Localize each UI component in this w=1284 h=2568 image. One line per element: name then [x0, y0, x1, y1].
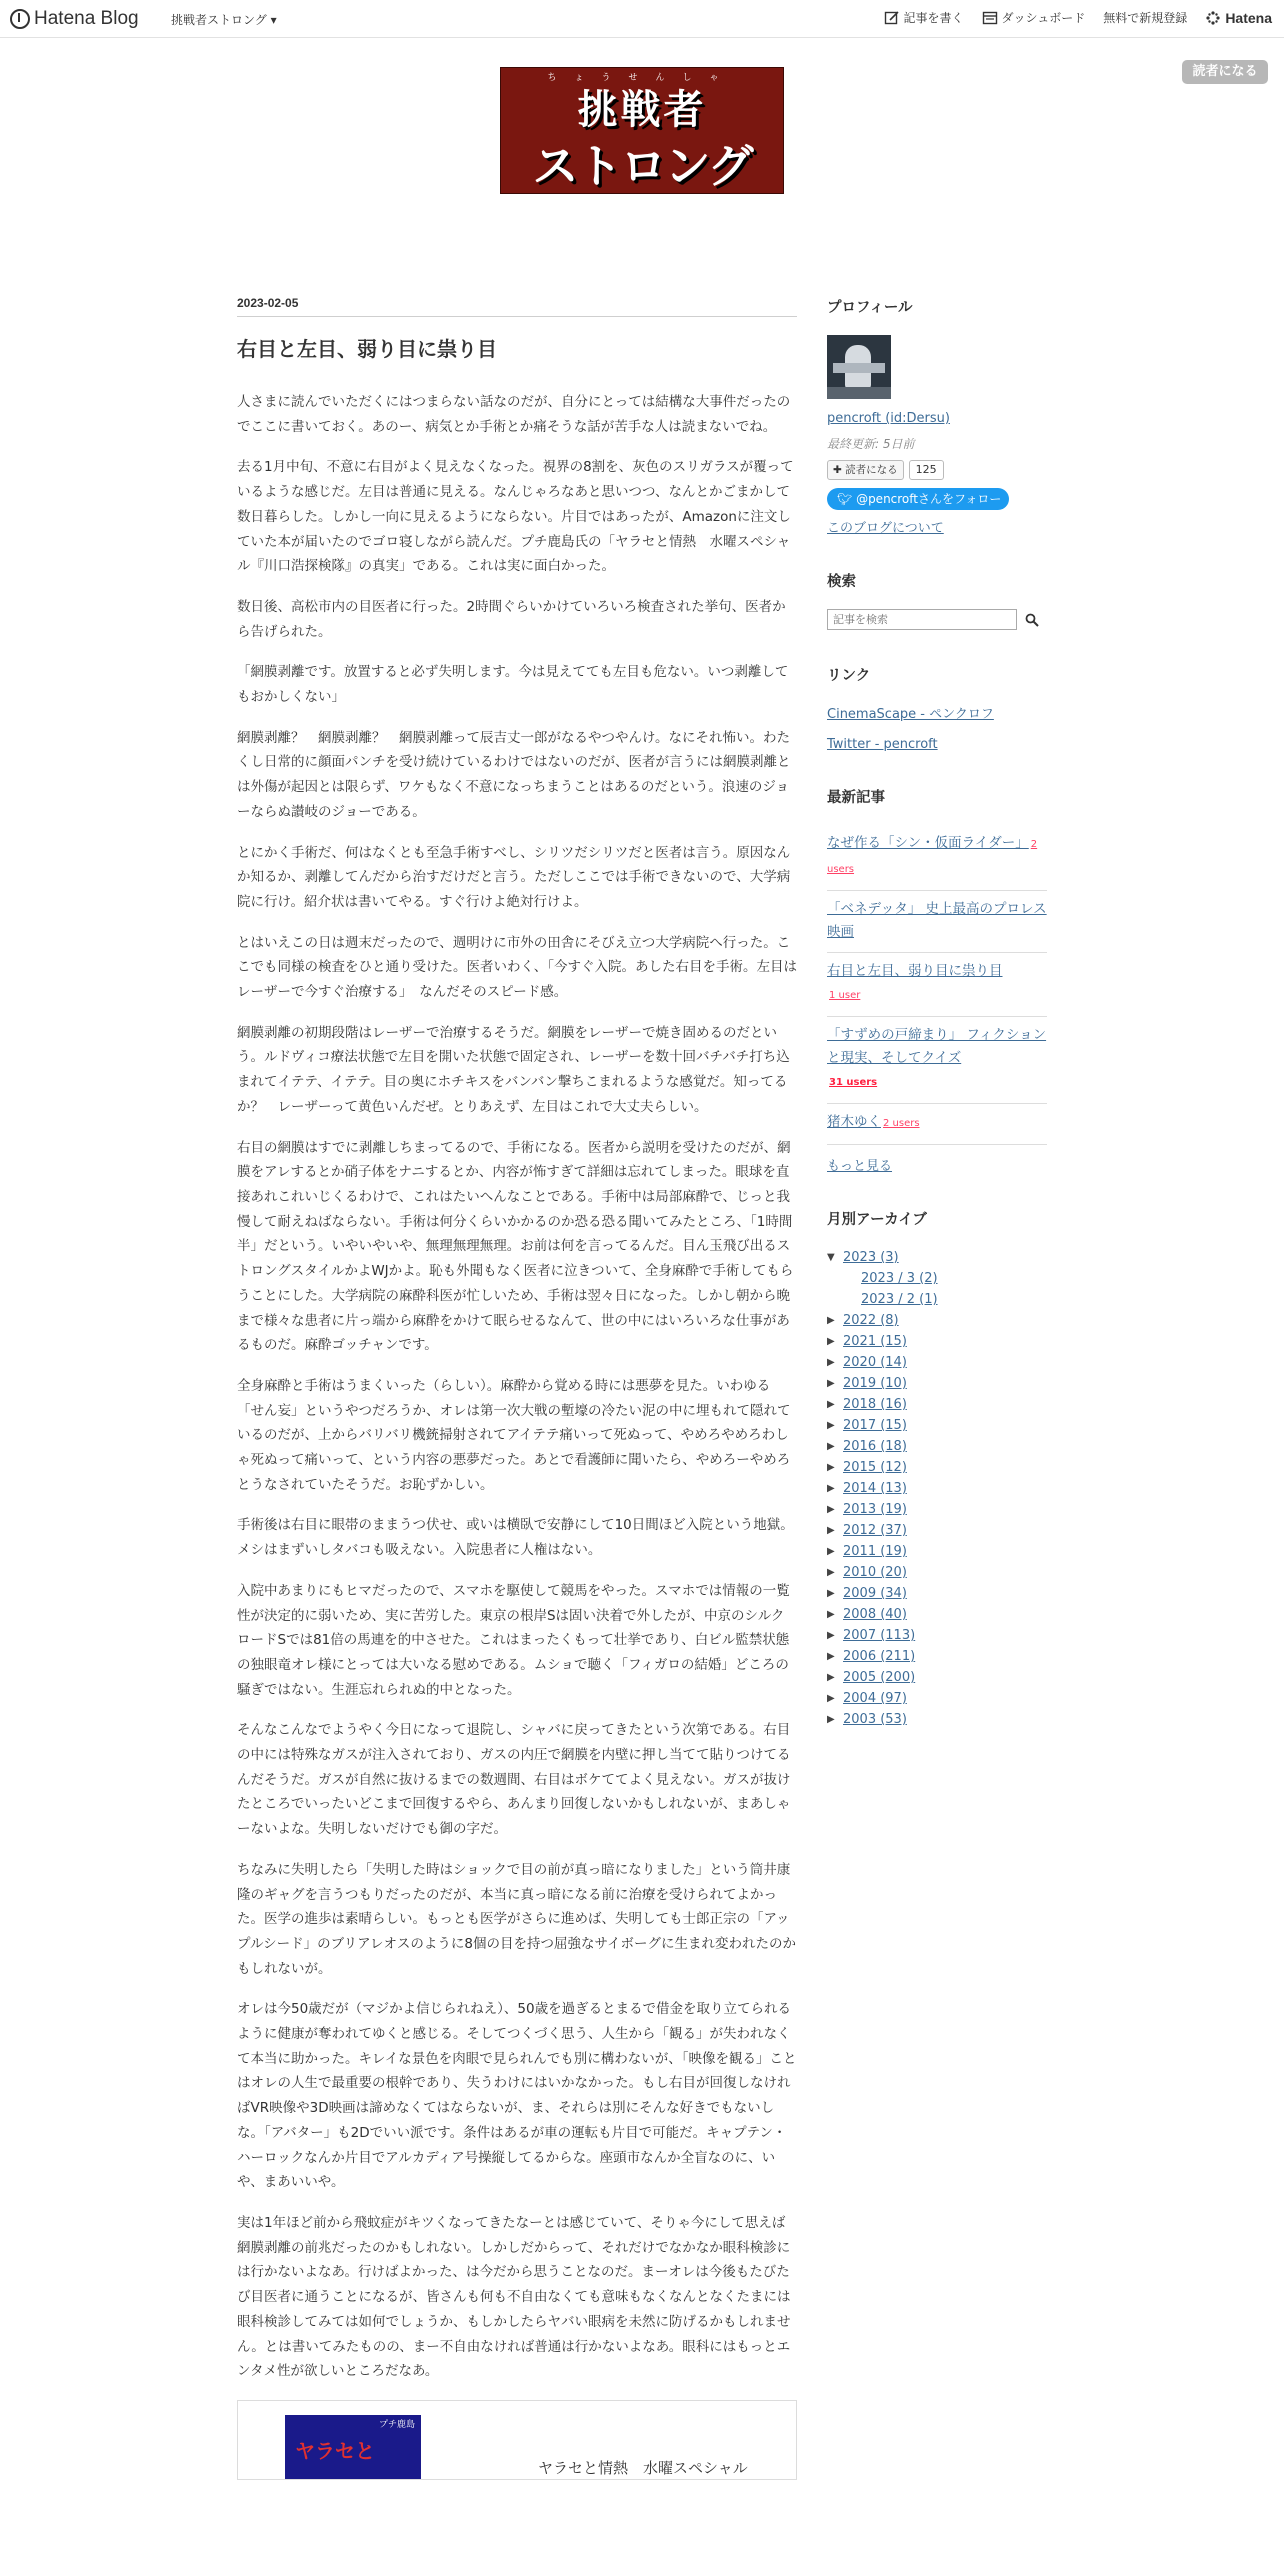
subscriber-count[interactable]: 125 [909, 460, 944, 480]
list-item [827, 1017, 1047, 1104]
links-module [827, 664, 1047, 752]
archive-item [827, 1268, 1047, 1289]
entry-date[interactable]: 2023-02-05 [237, 296, 797, 317]
list-item [827, 891, 1047, 953]
triangle-right-icon[interactable]: ▶ [827, 1336, 835, 1347]
blog-name-dropdown[interactable]: 挑戦者ストロング ▾ [171, 13, 277, 27]
entry-paragraph: 網膜剥離の初期段階はレーザーで治療するそうだ。網膜をレーザーで焼き固めるのだという。ルドヴィコ療法状態で左目を開いた状態で固定され、レーザーを数十回バチバチ打ち込まれてイテテ、イテテ。目の奥にホチキスをバンバン撃ちこまれるような感覚だ。知ってるか？ レーザーって黄色いんだぜ。とりあえず、左目はこれで大丈夫らしい。 [237, 1024, 790, 1115]
archive-item [827, 1289, 1047, 1310]
links-heading: リンク [827, 668, 871, 684]
triangle-right-icon[interactable]: ▶ [827, 1546, 835, 1557]
archive-item [827, 1646, 1047, 1667]
twitter-follow-label: @pencroftさんをフォロー [856, 492, 1002, 506]
logo-ruby: ちょうせんしゃ [547, 73, 737, 83]
archive-item [827, 1331, 1047, 1352]
dashboard-label: ダッシュボード [1001, 11, 1086, 25]
archive-item [827, 1436, 1047, 1457]
embed-title[interactable]: ヤラセと情熱 水曜スペシャル [538, 2458, 748, 2477]
entry-paragraph: オレは今50歳だが（マジかよ信じられねえ）、50歳を過ぎるとまるで借金を取り立てられるように健康が奪われてゆくと感じる。そしてつくづく思う、人生から「観る」が失われなくて本当に助かった。キレイな景色を肉眼で見られんでも別に構わないが、「映像を観る」ことはオレの人生で最重要の根幹であり、失うわけにはいかなかった。もし右目が回復しなければVR映像や3D映画は諦めなくてはならないが、ま、それらは別にそんな好きでもないしな。「アバター」も2Dでいい派です。条件はあるが車の運転も片目で可能だ。キャプテン・ハーロックなんか片目でアルカディア号操縦してるからな。座頭市なんか全盲なのに、いや、まあいいや。 [237, 2001, 797, 2191]
triangle-right-icon[interactable]: ▶ [827, 1483, 835, 1494]
hatena-blog-logo[interactable] [10, 8, 139, 30]
bookmark-users-badge[interactable]: 2 users [883, 1118, 920, 1129]
embed-card[interactable] [237, 2400, 797, 2480]
link-cinemascape[interactable]: CinemaScape - ペンクロフ [827, 707, 994, 722]
archive-link[interactable]: 2004 (97) [843, 1691, 907, 1706]
triangle-right-icon[interactable]: ▶ [827, 1399, 835, 1410]
triangle-right-icon[interactable]: ▶ [827, 1672, 835, 1683]
triangle-right-icon[interactable]: ▶ [827, 1714, 835, 1725]
recent-entry-link[interactable]: 「すずめの戸締まり」 フィクションと現実、そしてクイズ [827, 1027, 1047, 1066]
hatena-topbar [0, 0, 1284, 38]
entry-paragraph: 網膜剥離？ 網膜剥離？ 網膜剥離って辰吉丈一郎がなるやつやんけ。なにそれ怖い。わたくし日常的に顔面パンチを受け続けているわけではないのだが、医者が言うには網膜剥離とは外傷が起因とは限らず、ワケもなく不意になっちまうことはあるのだという。浪速のジョーならぬ讃岐のジョーである。 [237, 729, 791, 820]
logo-line-1: 挑戦者 [577, 86, 707, 133]
plus-icon: ✚ [833, 464, 846, 476]
dashboard-icon [982, 10, 998, 26]
about-blog-link[interactable]: このブログについて [827, 521, 944, 536]
hatena-blog-logo-text: Hatena Blog [34, 8, 139, 29]
archive-link[interactable]: 2019 (10) [843, 1376, 907, 1391]
archive-link[interactable]: 2016 (18) [843, 1439, 907, 1454]
logo-line-2: ストロング [532, 139, 752, 193]
archive-item [827, 1520, 1047, 1541]
bookmark-users-badge[interactable]: 31 users [829, 1077, 878, 1088]
links-list [827, 703, 1047, 752]
archive-item [827, 1583, 1047, 1604]
link-twitter[interactable]: Twitter - pencroft [827, 737, 938, 752]
search-module [827, 570, 1047, 630]
pencil-icon [884, 10, 900, 26]
archive-item [827, 1310, 1047, 1331]
archive-link[interactable]: 2010 (20) [843, 1565, 907, 1580]
subscribe-button[interactable]: 読者になる [1182, 60, 1268, 84]
topbar-actions [866, 9, 1272, 26]
profile-subscribe-button[interactable] [827, 460, 904, 480]
archive-module [827, 1208, 1047, 1730]
search-input[interactable] [827, 609, 1017, 630]
recent-entry-link[interactable]: なぜ作る「シン・仮面ライダー」 [827, 835, 1029, 851]
archive-link[interactable]: 2015 (12) [843, 1460, 907, 1475]
archive-link[interactable]: 2023 / 2 (1) [861, 1292, 938, 1307]
hatena-menu[interactable] [1205, 10, 1272, 26]
archive-item [827, 1625, 1047, 1646]
profile-subscribe-label: 読者になる [845, 464, 898, 476]
triangle-right-icon[interactable]: ▶ [827, 1630, 835, 1641]
write-post-label: 記事を書く [903, 11, 964, 25]
archive-item [827, 1688, 1047, 1709]
archive-link[interactable]: 2006 (211) [843, 1649, 916, 1664]
triangle-right-icon[interactable]: ▶ [827, 1588, 835, 1599]
register-link[interactable]: 無料で新規登録 [1103, 11, 1188, 25]
triangle-right-icon[interactable]: ▶ [827, 1315, 835, 1326]
embed-thumbnail [285, 2415, 421, 2480]
archive-link[interactable]: 2014 (13) [843, 1481, 907, 1496]
triangle-right-icon[interactable]: ▶ [827, 1441, 835, 1452]
recent-entry-link[interactable]: 猪木ゆく [827, 1114, 881, 1130]
archive-item [827, 1478, 1047, 1499]
search-icon[interactable] [1025, 613, 1039, 627]
profile-buttons [827, 460, 1047, 480]
triangle-right-icon[interactable]: ▶ [827, 1357, 835, 1368]
bookmark-users-badge[interactable]: 2 users [827, 839, 1038, 875]
entry-paragraph: 入院中あまりにもヒマだったので、スマホを駆使して競馬をやった。スマホでは情報の一覧性が決定的に弱いため、実に苦労した。東京の根岸Sは固い決着で外したが、中京のシルクロードSでは81倍の馬連を的中させた。これはまったくもって壮挙であり、白ビル監禁状態の独眼竜オレ様にとっては大いなる慰めである。ムショで聴く「フィガロの結婚」どころの騒ぎではない。生涯忘れられぬ的中となった。 [237, 1582, 790, 1698]
archive-item [827, 1667, 1047, 1688]
list-item [827, 825, 1047, 891]
archive-link[interactable]: 2023 / 3 (2) [861, 1271, 938, 1286]
twitter-follow-button[interactable] [827, 488, 1009, 510]
profile-updated: 最終更新: 5日前 [827, 437, 915, 451]
triangle-right-icon[interactable]: ▶ [827, 1420, 835, 1431]
archive-link[interactable]: 2022 (8) [843, 1313, 899, 1328]
recent-entries-module [827, 786, 1047, 1174]
entry-body [237, 390, 797, 2384]
hatena-dots-icon [1205, 10, 1221, 26]
archive-item [827, 1373, 1047, 1394]
triangle-right-icon[interactable]: ▶ [827, 1609, 835, 1620]
profile-heading: プロフィール [827, 300, 913, 316]
archive-link[interactable]: 2008 (40) [843, 1607, 907, 1622]
triangle-right-icon[interactable]: ▶ [827, 1651, 835, 1662]
main-content [237, 296, 797, 2480]
profile-module [827, 296, 1047, 536]
dashboard-button[interactable] [982, 9, 1086, 26]
more-entries-link[interactable]: もっと見る [827, 1159, 893, 1174]
archive-link[interactable]: 2020 (14) [843, 1355, 907, 1370]
entry-paragraph: 手術後は右目に眼帯のままうつ伏せ、或いは横臥で安静にして10日間ほど入院という地獄。メシはまずいしタバコも吸えない。入院患者に人権はない。 [237, 1517, 794, 1559]
archive-item [827, 1604, 1047, 1625]
archive-link[interactable]: 2009 (34) [843, 1586, 907, 1601]
search-heading: 検索 [827, 574, 856, 590]
list-item [827, 1104, 1047, 1145]
bookmark-users-badge[interactable]: 1 user [829, 990, 861, 1001]
archive-item [827, 1247, 1047, 1268]
triangle-right-icon[interactable]: ▶ [827, 1567, 835, 1578]
triangle-right-icon[interactable]: ▶ [827, 1525, 835, 1536]
avatar-base [827, 387, 891, 399]
embed-thumb-label: プチ鹿島 [378, 2419, 415, 2430]
archive-link[interactable]: 2021 (15) [843, 1334, 907, 1349]
entry-paragraph: とにかく手術だ、何はなくとも至急手術すべし、シリツだシリツだと医者は言う。原因なんか知るか、剥離してんだから治すだけだと言う。ただしここでは手術できないので、大学病院に行け。紹介状は書いてやる。すぐ行けよ絶対行けよ。 [237, 844, 791, 910]
triangle-right-icon[interactable]: ▶ [827, 1378, 835, 1389]
archive-item [827, 1541, 1047, 1562]
entry-paragraph: 去る1月中旬、不意に右目がよく見えなくなった。視界の8割を、灰色のスリガラスが覆っているような感じだ。左目は普通に見える。なんじゃろなあと思いつつ、なんとかごまかして数日暮らした。しかし一向に見えるようにならない。片目ではあったが、Amazonに注文していた本が届いたのでゴロ寝しながら読んだ。プチ鹿島氏の「ヤラセと情熱 水曜スペシャル『川口浩探検隊』の真実」である。これは実に面白かった。 [237, 459, 794, 575]
archive-item [827, 1709, 1047, 1730]
archive-item [827, 1457, 1047, 1478]
archive-link[interactable]: 2018 (16) [843, 1397, 907, 1412]
entry-paragraph: 右目の網膜はすでに剥離しちまってるので、手術になる。医者から説明を受けたのだが、網膜をアレするとか硝子体をナニするとか、内容が怖すぎて詳細は忘れてしまった。眼球を直接あれこれいじくるわけで、これはたいへんなことである。手術中は局部麻酔で、じっと我慢して耐えねばならない。手術は何分くらいかかるのか恐る恐る聞いてみたところ、「1時間半」だという。いやいやいや、無理無理無理。お前は何を言ってるんだ。目ん玉飛び出るストロングスタイルかよWJかよ。恥も外聞もなく医者に泣きついて、全身麻酔で手術してもらうことにした。大学病院の麻酔科医が忙しいため、手術は翌々日になった。しかし朝から晩まで様々な患者に片っ端から麻酔をかけて眠らせるなんて、世の中にはいろいろな仕事があるものだ。麻酔ゴッチャンです。 [237, 1139, 794, 1354]
archive-item [827, 1562, 1047, 1583]
archive-link[interactable]: 2013 (19) [843, 1502, 907, 1517]
write-post-button[interactable] [884, 9, 964, 26]
hatena-label: Hatena [1225, 9, 1272, 26]
archive-link[interactable]: 2007 (113) [843, 1628, 916, 1643]
archive-item [827, 1415, 1047, 1436]
archive-heading: 月別アーカイブ [827, 1212, 927, 1228]
triangle-right-icon[interactable]: ▶ [827, 1693, 835, 1704]
archive-item [827, 1352, 1047, 1373]
recent-entry-link[interactable]: 「ベネデッタ」 史上最高のプロレス映画 [827, 901, 1047, 940]
triangle-down-icon[interactable]: ▼ [827, 1252, 835, 1263]
archive-item [827, 1394, 1047, 1415]
entry-title[interactable]: 右目と左目、弱り目に祟り目 [237, 337, 497, 361]
entry-paragraph: 人さまに読んでいただくにはつまらない話なのだが、自分にとっては結構な大事件だったのでここに書いておく。あのー、病気とか手術とか痛そうな話が苦手な人は読まないでね。 [237, 394, 791, 435]
archive-item [827, 1499, 1047, 1520]
archive-link[interactable]: 2012 (37) [843, 1523, 907, 1538]
hatena-logo-icon [10, 9, 30, 29]
entry-paragraph: 「網膜剥離です。放置すると必ず失明します。今は見えてても左目も危ない。いつ剥離してもおかしくない」 [237, 664, 789, 706]
twitter-bird-icon: 🐦︎ [837, 492, 857, 506]
archive-link[interactable]: 2011 (19) [843, 1544, 907, 1559]
profile-name-link[interactable]: pencroft (id:Dersu) [827, 411, 950, 426]
entry-paragraph: 実は1年ほど前から飛蚊症がキツくなってきたなーとは感じていて、そりゃ今にして思えば網膜剥離の前兆だったのかもしれない。しかしだからって、それだけでなかなか眼科検診には行かないよなあ。行けばよかった、は今だから思うことなのだ。まーオレは今後もたびたび目医者に通うことになるが、皆さんも何も不自由なくても意味もなくなんとなくたまには眼科検診してみては如何でしょうか、もしかしたらヤバい眼病を未然に防げるかもしれません。とは書いてみたものの、まー不自由なければ普通は行かないよなあ。眼科にはもっとエンタメ性が欲しいところだなあ。 [237, 2215, 791, 2380]
archive-link[interactable]: 2003 (53) [843, 1712, 907, 1727]
archive-link[interactable]: 2017 (15) [843, 1418, 907, 1433]
entry-paragraph: 全身麻酔と手術はうまくいった（らしい）。麻酔から覚める時には悪夢を見た。いわゆる「せん妄」というやつだろうか、オレは第一次大戦の塹壕の冷たい泥の中に埋もれて隠れているのだが、上からバリバリ機銃掃射されてアイテテ痛いって死ぬって、やめろやめろわしゃ死ぬって痛いって、という内容の悪夢だった。あとで看護師に聞いたら、やめろーやめろとうなされていたそうだ。お恥ずかしい。 [237, 1377, 791, 1493]
triangle-right-icon[interactable]: ▶ [827, 1504, 835, 1515]
entry-paragraph: 数日後、高松市内の目医者に行った。2時間ぐらいかけていろいろ検査された挙句、医者から告げられた。 [237, 598, 786, 640]
archive-link[interactable]: 2005 (200) [843, 1670, 916, 1685]
embed-thumb-title: ヤラセと [295, 2438, 375, 2463]
list-item [827, 953, 1047, 1017]
avatar-arms [833, 363, 885, 373]
entry-paragraph: そんなこんなでようやく今日になって退院し、シャバに戻ってきたという次第である。右目の中には特殊なガスが注入されており、ガスの内圧で網膜を内壁に押し当てて貼りつけてるんだそうだ。ガスが自然に抜けるまでの数週間、右目はボケててよく見えない。ガスが抜けたところでいったいどこまで回復するやら、あんまり回復しないかもしれないが、まあしゃーないよな。失明しないだけでも御の字だ。 [237, 1722, 791, 1838]
archive-link[interactable]: 2023 (3) [843, 1250, 899, 1265]
entry-paragraph: ちなみに失明したら「失明した時はショックで目の前が真っ暗になりました」という筒井康隆のギャグを言うつもりだったのだが、本当に真っ暗になる前に治療を受けられてよかった。医学の進歩は素晴らしい。もっとも医学がさらに進めば、失明しても士郎正宗の「アップルシード」のブリアレオスのように8個の目を持つ屈強なサイボーグに生まれ変われたのかもしれないが。 [237, 1861, 797, 1977]
recent-heading: 最新記事 [827, 790, 885, 806]
recent-entry-link[interactable]: 右目と左目、弱り目に祟り目 [827, 963, 1003, 979]
triangle-right-icon[interactable]: ▶ [827, 1462, 835, 1473]
archive-list [827, 1247, 1047, 1730]
blog-title-logo[interactable] [500, 67, 784, 194]
entry-paragraph: とはいえこの日は週末だったので、週明けに市外の田舎にそびえ立つ大学病院へ行った。ここでも同様の検査をひと通り受けた。医者いわく、「今すぐ入院。あした右目を手術。左目はレーザーで今すぐ治療する」 なんだそのスピード感。 [237, 934, 797, 1001]
sidebar [827, 296, 1047, 1730]
search-form [827, 609, 1047, 630]
avatar[interactable] [827, 335, 891, 399]
